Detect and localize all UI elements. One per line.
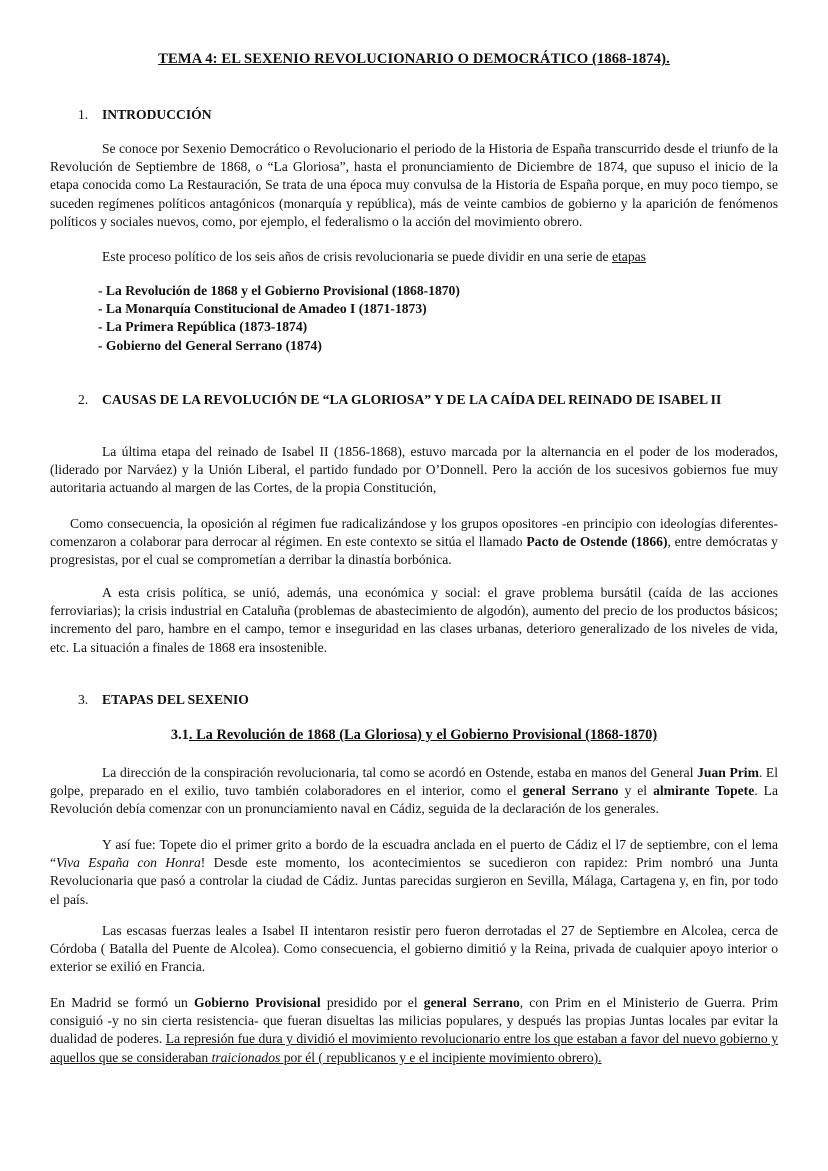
revolution-paragraph-1-join: y el — [618, 783, 654, 799]
causes-paragraph-2 — [50, 515, 778, 570]
juan-prim: Juan Prim — [697, 765, 759, 780]
general-serrano: general Serrano — [522, 783, 619, 799]
general-serrano-2: general Serrano — [423, 995, 520, 1010]
revolution-paragraph-2-end: ! Desde este momento, los acontecimientos se sucedieron con rapidez: Prim nombró una Junta Revolucionaria que pasó a controlar la ciudad de Cádiz. Juntas parecidas surgieron en Sevilla, Málaga, Cartagena y, en fin, por todo el país. — [50, 855, 778, 907]
section-2-heading — [78, 391, 778, 409]
gobierno-provisional: Gobierno Provisional — [193, 995, 321, 1010]
revolution-paragraph-3: Las escasas fuerzas leales a Isabel II intentaron resistir pero fueron derrotadas el 27 de Septiembre en Alcolea, cerca de Córdoba ( Batalla del Puente de Alcolea). Como consecuencia, el gobierno dimitió y la Reina, privada de cualquier apoyo interior o exterior se exilió en Francia. — [50, 923, 778, 975]
causes-paragraph-1: La última etapa del reinado de Isabel II (1856-1868), estuvo marcada por la alternancia en el poder de los moderados, (liderado por Narváez) y la Unión Liberal, el partido fundado por O’Donnell. Pero la acción de los sucesivos gobiernos fue muy autoritaria actuando al margen de las Cortes, de la propia Constitución, — [50, 444, 778, 496]
section-1-title: INTRODUCCIÓN — [102, 107, 212, 122]
etapas-list — [98, 282, 778, 355]
causes-paragraph-2-end: , entre demócratas y progresistas, por el cual se comprometían a derribar la dinastía borbónica. — [50, 534, 778, 568]
section-1-heading — [78, 106, 778, 124]
almirante-topete: almirante Topete — [653, 783, 755, 799]
section-2-number: 2. — [78, 392, 89, 407]
section-2-title: CAUSAS DE LA REVOLUCIÓN DE “LA GLORIOSA” Y DE LA CAÍDA DEL REINADO DE ISABEL II — [102, 392, 722, 407]
revolution-paragraph-4 — [50, 994, 778, 1067]
intro-paragraph-2 — [50, 248, 778, 266]
revolution-paragraph-1 — [50, 764, 778, 819]
intro-paragraph-1: Se conoce por Sexenio Democrático o Revolucionario el periodo de la Historia de España transcurrido desde el triunfo de la Revolución de Septiembre de 1868, o “La Gloriosa”, hasta el pronunciamiento de Diciembre de 1874, que supuso el inicio de la etapa conocida como La Restauración, Se trata de una época muy convulsa de la Historia de España porque, en muy poco tiempo, se suceden regímenes políticos antagónicos (monarquía y república), más de veinte cambios de gobierno y la aparición de fenómenos políticos y sociales nuevos, como, por ejemplo, el federalismo o la acción del movimiento obrero. — [50, 141, 778, 229]
section-3-heading — [78, 691, 778, 709]
etapa-item: - La Monarquía Constitucional de Amadeo I (1871-1873) — [98, 301, 427, 317]
revolution-paragraph-4-text: En Madrid se formó un — [50, 995, 194, 1010]
revolution-paragraph-4-cont: , con Prim en el Ministerio de Guerra. Prim consiguió -y no sin cierta resistencia- que fueran disueltas las milicias populares, y después las propias Juntas locales par evitar la dualidad de poderes. — [50, 995, 778, 1047]
section-3-number: 3. — [78, 692, 89, 707]
causes-paragraph-2-text: Como consecuencia, la oposición al régimen fue radicalizándose y los grupos opositores -en principio con ideologías diferentes- comenzaron a colaborar para derrocar al régimen. En este contexto se sitúa el llamado — [50, 516, 778, 550]
section-1-number: 1. — [78, 107, 89, 122]
etapas-link-text: etapas — [612, 249, 646, 264]
etapa-item: - Gobierno del General Serrano (1874) — [98, 337, 322, 353]
revolution-paragraph-1-text: La dirección de la conspiración revolucionaria, tal como se acordó en Ostende, estaba en manos del General — [102, 765, 698, 780]
represion-underlined: La represión fue dura y dividió el movimiento revolucionario entre los que estaban a favor del nuevo gobierno y aquellos que se consideraban — [50, 1031, 778, 1065]
revolution-paragraph-1-mid: . El golpe, preparado en el exilio, tuvo también colaboradores en el interior, como el — [50, 765, 778, 799]
revolution-paragraph-2 — [50, 836, 778, 909]
causes-paragraph-3: A esta crisis política, se unió, además, una económica y social: el grave problema bursátil (caída de las acciones ferroviarias); la crisis industrial en Cataluña (problemas de abastecimiento de algodón), aumento del precio de los productos básicos; incremento del paro, hambre en el campo, temor e inseguridad en las clases urbanas, deterioro generalizado de los niveles de vida, etc. La situación a finales de 1868 era insostenible. — [50, 585, 778, 655]
revolution-paragraph-4-mid: presidido por el — [320, 995, 424, 1010]
subsection-3-1-heading — [0, 727, 828, 744]
traicionados: traicionados — [211, 1049, 281, 1065]
subsection-3-1-number: 3.1 — [170, 727, 189, 743]
pacto-de-ostende: Pacto de Ostende (1866) — [526, 534, 668, 550]
revolution-paragraph-1-end: . La Revolución debía comenzar con un pronunciamiento naval en Cádiz, seguida de la declaración de los generales. — [50, 783, 778, 817]
subsection-3-1-title: . La Revolución de 1868 (La Gloriosa) y el Gobierno Provisional (1868-1870) — [188, 727, 658, 743]
represion-underlined-end: por él ( republicanos y e el incipiente movimiento obrero). — [280, 1049, 602, 1065]
etapa-item: - La Primera República (1873-1874) — [98, 319, 308, 335]
viva-espana-lema: Viva España con Honra — [56, 855, 201, 871]
document-title: TEMA 4: EL SEXENIO REVOLUCIONARIO O DEMOCRÁTICO (1868-1874). — [158, 51, 670, 67]
intro-paragraph-2-text: Este proceso político de los seis años de crisis revolucionaria se puede dividir en una serie de — [102, 249, 612, 264]
section-3-title: ETAPAS DEL SEXENIO — [102, 692, 249, 707]
etapa-item: - La Revolución de 1868 y el Gobierno Provisional (1868-1870) — [98, 283, 460, 298]
revolution-paragraph-2-text: Y así fue: Topete dio el primer grito a bordo de la escuadra anclada en el puerto de Cádiz el l7 de septiembre, con el lema “ — [50, 837, 778, 871]
